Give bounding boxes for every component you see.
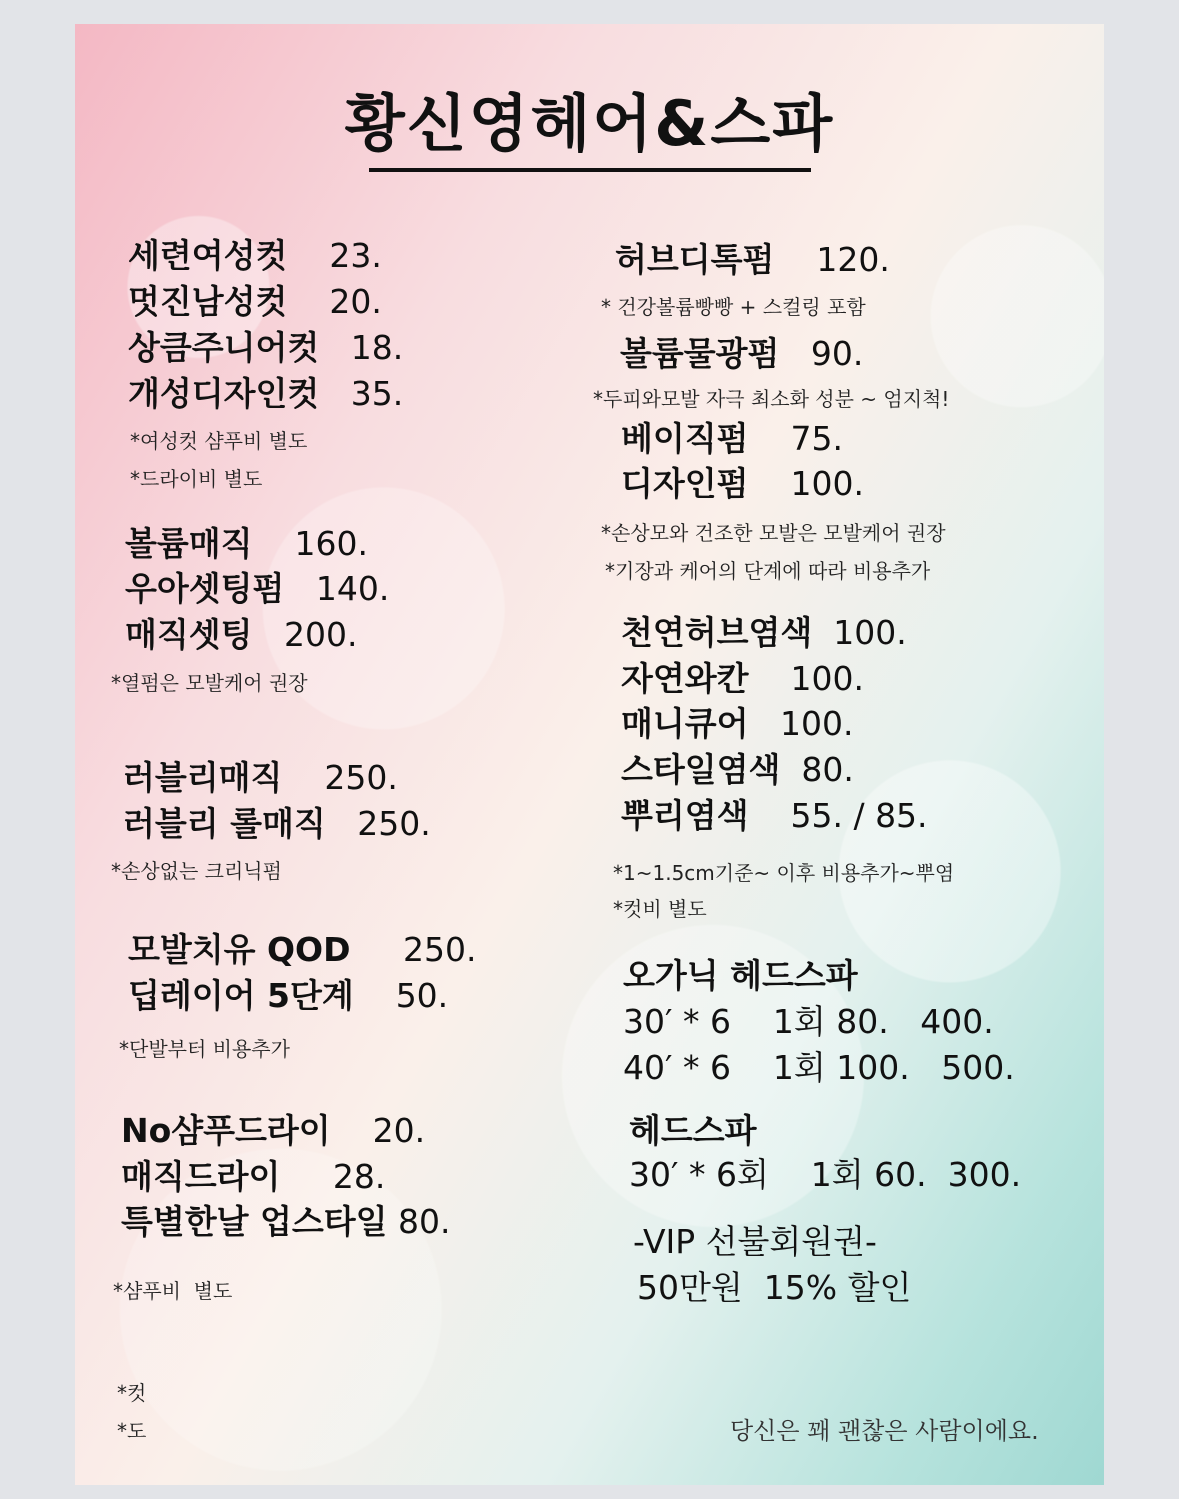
menu-item	[125, 524, 368, 564]
item-name: 볼륨매직	[125, 524, 253, 563]
menu-item	[621, 613, 907, 653]
item-name: 스타일염색	[621, 750, 781, 789]
item-name: 특별한날 업스타일	[121, 1202, 388, 1241]
section-heading	[629, 1111, 757, 1151]
organic-spa-title: 오가닉 헤드스파	[623, 956, 858, 995]
item-price: 250.	[357, 804, 431, 843]
item-price: 20.	[329, 282, 382, 321]
item-name: 매니큐어	[621, 704, 749, 743]
item-name: 허브디톡펌	[615, 240, 775, 279]
item-price: 35.	[350, 374, 404, 413]
note: *단발부터 비용추가	[119, 1037, 290, 1061]
item-name: No샴푸드라이	[121, 1111, 331, 1150]
item-name: 세련여성컷	[128, 236, 288, 275]
note: *두피와모발 자극 최소화 성분 ~ 엄지척!	[593, 387, 950, 411]
note: *손상모와 건조한 모발은 모발케어 권장	[601, 521, 946, 545]
item-price: 100.	[790, 659, 864, 698]
item-price: 20.	[372, 1111, 426, 1150]
item-name: 개성디자인컷	[128, 374, 320, 413]
item-name: 멋진남성컷	[128, 282, 288, 321]
item-price: 80.	[398, 1202, 451, 1241]
item-price: 23.	[329, 236, 382, 275]
item-price: 120.	[816, 240, 890, 279]
item-price: 18.	[350, 328, 404, 367]
item-price: 100.	[790, 464, 864, 503]
menu-item	[621, 659, 864, 699]
note: *샴푸비 별도	[113, 1279, 233, 1303]
item-name: 우아셋팅펌	[125, 569, 285, 608]
menu-item	[128, 282, 382, 322]
item-price: 28.	[332, 1157, 386, 1196]
title-underline	[369, 168, 811, 172]
menu-item	[128, 328, 403, 368]
item-name: 모발치유 QOD	[128, 930, 351, 969]
shop-title: 황신영헤어&스파	[344, 87, 835, 160]
menu-item	[123, 758, 398, 798]
item-price: 250.	[402, 930, 477, 969]
menu-item	[620, 334, 863, 374]
section-heading	[623, 956, 858, 996]
note: *도	[117, 1419, 147, 1443]
vip-offer: 50만원 15% 할인	[637, 1268, 912, 1307]
item-name: 디자인펌	[621, 464, 749, 503]
item-name: 천연허브염색	[621, 613, 813, 652]
footer-message: 당신은 꽤 괜찮은 사람이에요.	[730, 1417, 1039, 1445]
note: *컷	[117, 1381, 147, 1405]
menu-item	[128, 976, 448, 1016]
item-name: 자연와칸	[621, 659, 749, 698]
item-name: 뿌리염색	[621, 796, 749, 835]
item-name: 상큼주니어컷	[128, 328, 320, 367]
menu-item	[621, 419, 843, 459]
item-price: 55. / 85.	[790, 796, 928, 835]
menu-item	[125, 615, 357, 655]
menu-poster	[75, 24, 1104, 1485]
note: *컷비 별도	[613, 897, 707, 921]
menu-item	[621, 796, 928, 836]
menu-item	[128, 236, 382, 276]
item-price: 80.	[801, 750, 854, 789]
item-price: 250.	[324, 758, 398, 797]
note: *손상없는 크리닉펌	[111, 859, 282, 883]
menu-item	[125, 569, 389, 609]
menu-item	[615, 240, 890, 280]
note: *기장과 케어의 단계에 따라 비용추가	[605, 559, 931, 583]
menu-item	[121, 1111, 425, 1151]
item-name: 볼륨물광펌	[620, 334, 780, 373]
spa-row: 30′ * 6 1회 80. 400.	[623, 1002, 994, 1041]
menu-item	[121, 1157, 385, 1197]
item-name: 딥레이어 5단계	[128, 976, 354, 1015]
item-price: 90.	[810, 334, 864, 373]
note: *여성컷 샴푸비 별도	[130, 429, 308, 453]
spa-row: 30′ * 6회 1회 60. 300.	[629, 1155, 1022, 1194]
item-price: 100.	[780, 704, 854, 743]
item-price: 100.	[833, 613, 907, 652]
item-price: 160.	[294, 524, 368, 563]
item-price: 140.	[315, 569, 390, 608]
menu-item	[121, 1202, 451, 1242]
item-name: 베이직펌	[621, 419, 749, 458]
item-name: 러블리매직	[123, 758, 283, 797]
note: *1~1.5cm기준~ 이후 비용추가~뿌염	[613, 861, 955, 885]
item-price: 200.	[284, 615, 358, 654]
menu-item	[621, 464, 864, 504]
menu-item	[128, 374, 403, 414]
item-name: 매직드라이	[121, 1157, 281, 1196]
spa-row: 40′ * 6 1회 100. 500.	[623, 1048, 1015, 1087]
item-price: 50.	[395, 976, 449, 1015]
note: *드라이비 별도	[130, 467, 263, 491]
note: *열펌은 모발케어 권장	[111, 671, 308, 695]
menu-item	[621, 750, 854, 790]
item-name: 매직셋팅	[125, 615, 253, 654]
menu-item	[621, 704, 853, 744]
head-spa-title: 헤드스파	[629, 1111, 757, 1150]
item-name: 러블리 롤매직	[123, 804, 326, 843]
item-price: 75.	[790, 419, 843, 458]
note: * 건강볼륨빵빵 + 스컬링 포함	[601, 295, 866, 319]
vip-title: -VIP 선불회원권-	[633, 1222, 877, 1261]
menu-item	[128, 930, 476, 970]
menu-item	[123, 804, 431, 844]
